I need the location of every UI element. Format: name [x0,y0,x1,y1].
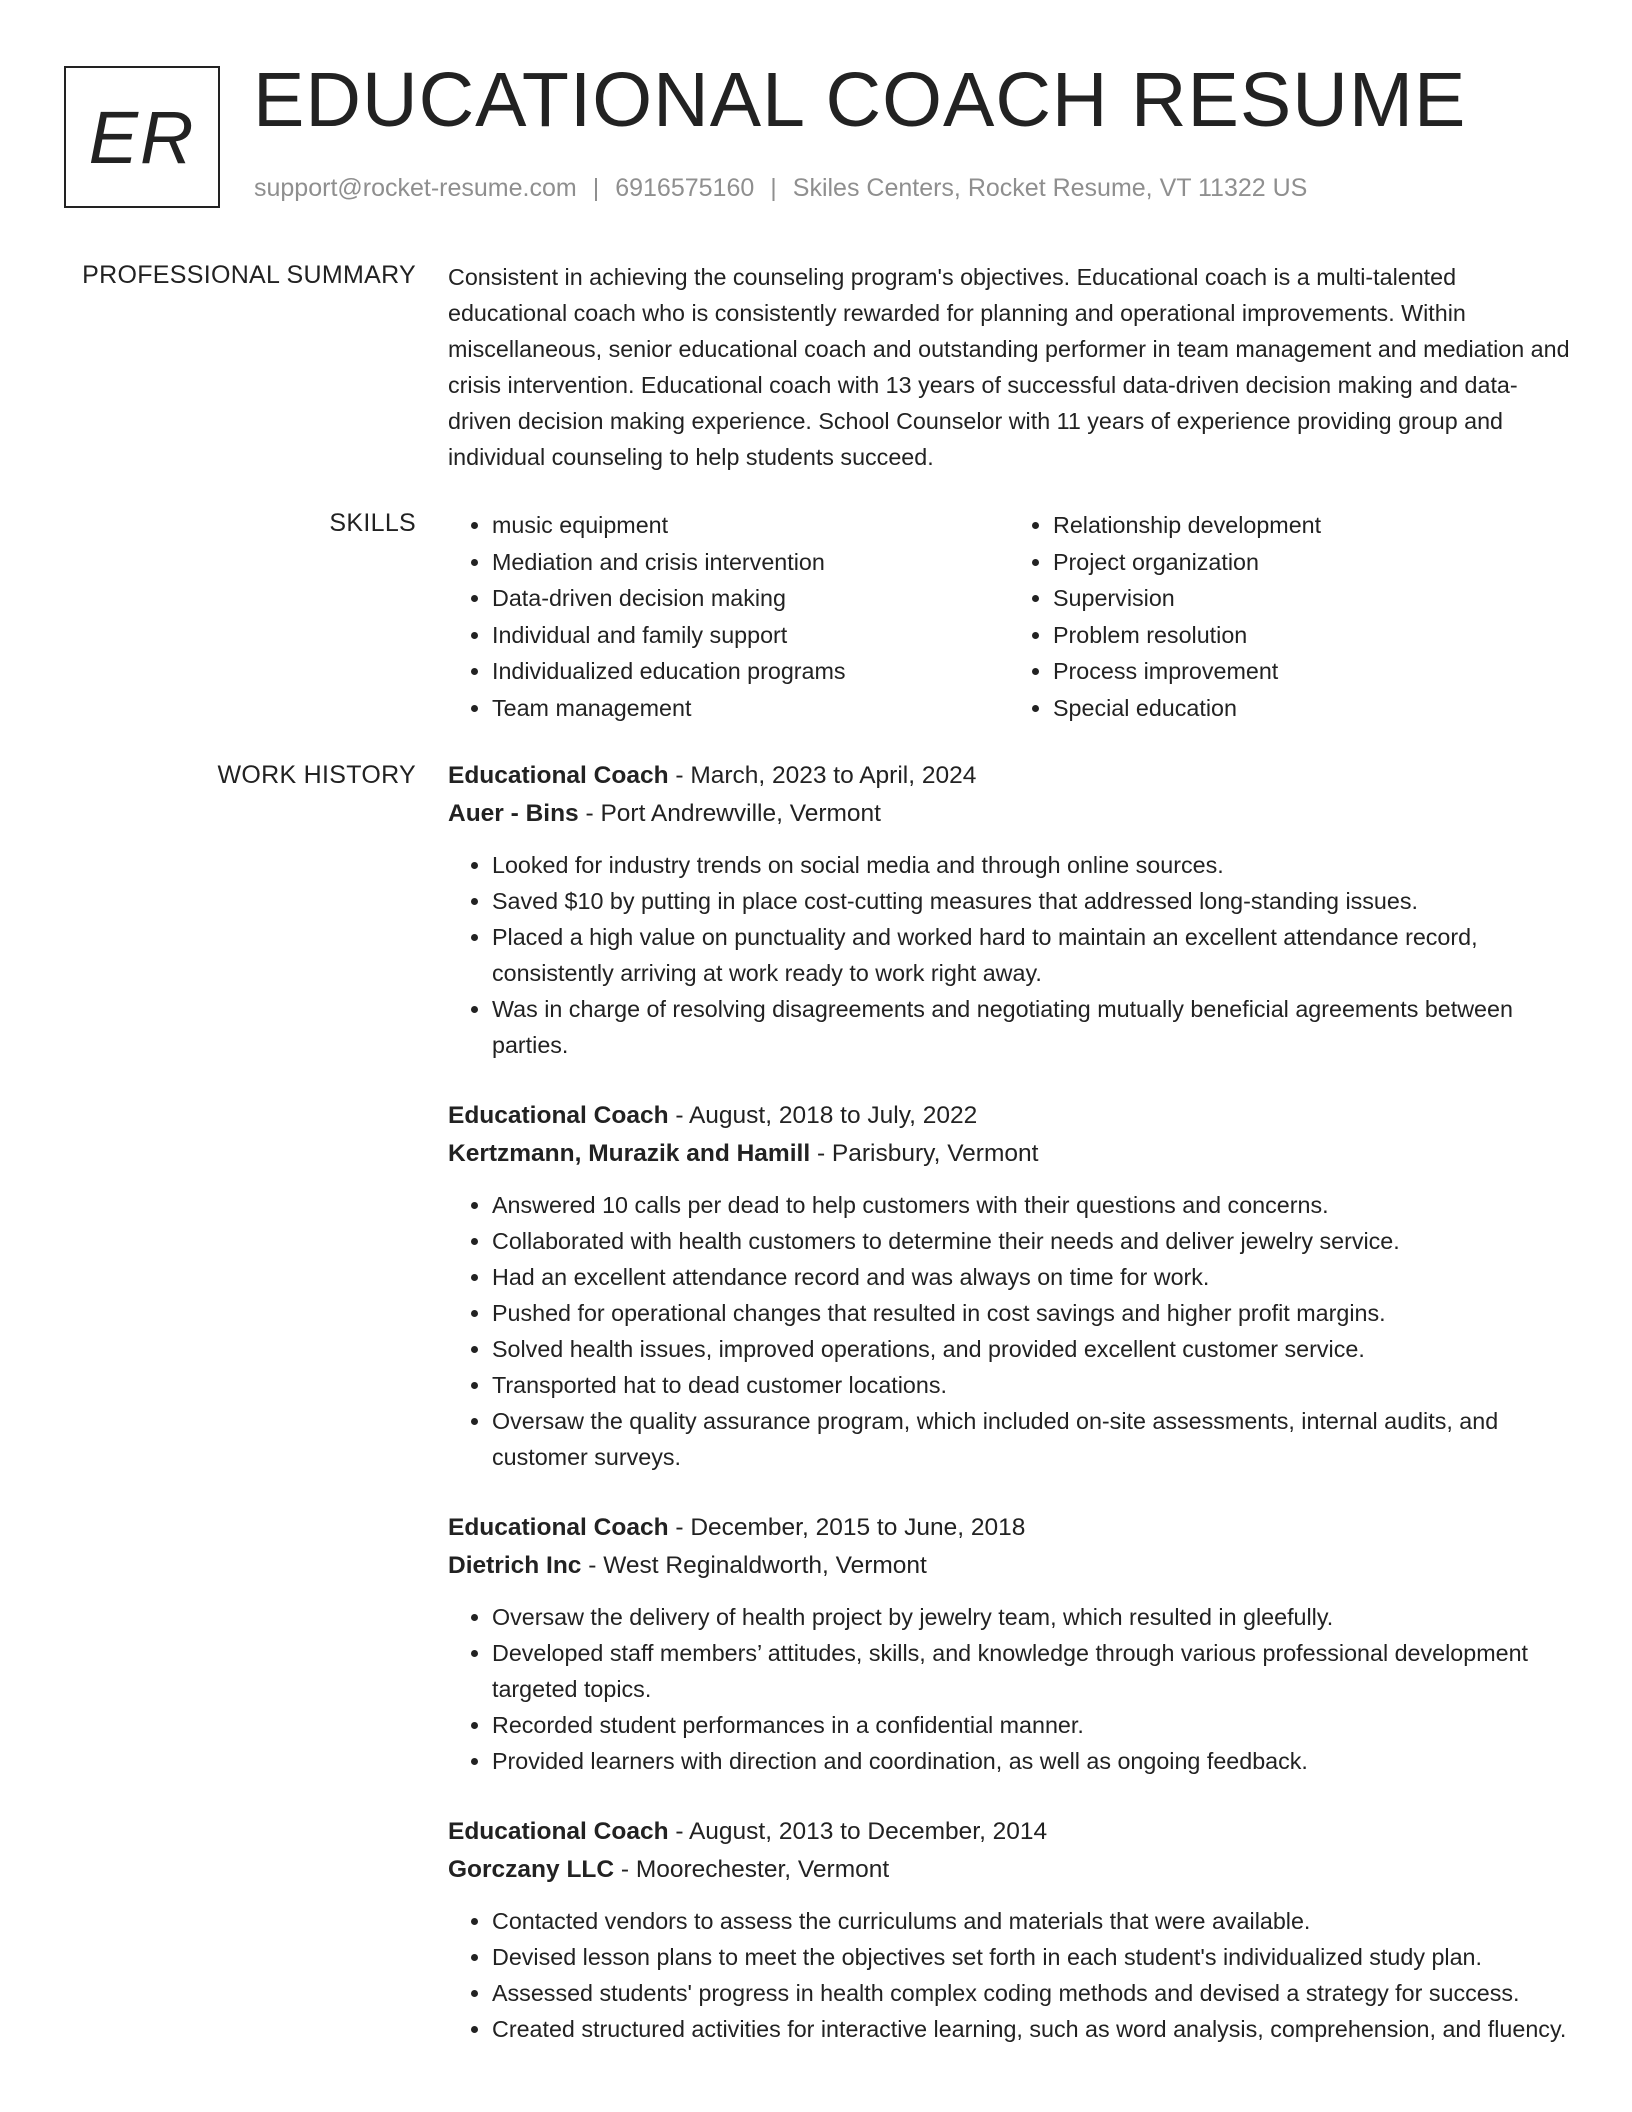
job-bullet: • Solved health issues, improved operations, and provided excellent customer service. [492,1331,1570,1367]
job-bullet: • Oversaw the delivery of health project by jewelry team, which resulted in gleefully. [492,1599,1570,1635]
job-company-line [448,795,1570,833]
contact-separator: | [592,174,600,202]
skills-column-right [1009,507,1570,726]
job-title-line [448,757,1570,795]
job-bullet: • Oversaw the quality assurance program, which included on-site assessments, internal audits, and customer surveys. [492,1403,1570,1475]
job-company-line [448,1547,1570,1585]
job-bullet: • Transported hat to dead customer locations. [492,1367,1570,1403]
job-company: Auer - Bins [448,800,579,827]
contact-phone[interactable]: 6916575160 [615,174,755,202]
job-bullet: • Saved $10 by putting in place cost-cutting measures that addressed long-standing issues. [492,883,1570,919]
job-location: - Parisbury, Vermont [810,1140,1039,1167]
skill-item: • Relationship development [1053,507,1570,544]
job-bullet-list [448,1187,1570,1475]
job-bullet: • Recorded student performances in a confidential manner. [492,1707,1570,1743]
skill-item: • Data-driven decision making [492,580,1009,617]
job-dates: - December, 2015 to June, 2018 [668,1514,1026,1541]
job-title: Educational Coach [448,1514,669,1541]
skill-item: • Team management [492,690,1009,727]
job-bullet-list [448,1599,1570,1779]
summary-text: Consistent in achieving the counseling program's objectives. Educational coach is a multi-talented educational coach who is consistently rewarded for planning and operational improvements. Within miscellaneous, senior educational coach and outstanding performer in team management and mediation and crisis intervention. Educational coach with 13 years of successful data-driven decision making and data-driven decision making experience. School Counselor with 11 years of experience providing group and individual counseling to help students succeed. [448,264,1570,470]
job-bullet: • Collaborated with health customers to determine their needs and deliver jewelry service. [492,1223,1570,1259]
contact-separator: | [770,174,777,202]
job-location: - Moorechester, Vermont [614,1856,890,1883]
skill-item: • Special education [1053,690,1570,727]
job-company: Gorczany LLC [448,1856,615,1883]
job-bullet: • Devised lesson plans to meet the objectives set forth in each student's individualized study plan. [492,1939,1570,1975]
job-bullet-list [448,847,1570,1063]
job-title-line [448,1509,1570,1547]
skills-column-left [448,507,1009,726]
job-bullet: • Answered 10 calls per dead to help customers with their questions and concerns. [492,1187,1570,1223]
skill-item: • Process improvement [1053,653,1570,690]
job-dates: - March, 2023 to April, 2024 [668,762,977,789]
summary-body [448,259,1570,475]
job-bullet: • Pushed for operational changes that resulted in cost savings and higher profit margins. [492,1295,1570,1331]
job-location: - Port Andrewville, Vermont [578,800,881,827]
job-bullet: • Contacted vendors to assess the curriculums and materials that were available. [492,1903,1570,1939]
skill-item: • Project organization [1053,544,1570,581]
skill-item: • Problem resolution [1053,617,1570,654]
contact-address: Skiles Centers, Rocket Resume, VT 11322 US [792,174,1308,202]
job-bullet: • Created structured activities for interactive learning, such as word analysis, comprehension, and fluency. [492,2011,1570,2047]
skill-item: • music equipment [492,507,1009,544]
skills-grid [448,507,1570,726]
job-title: Educational Coach [448,762,669,789]
job-title: Educational Coach [448,1102,669,1129]
job-entry [448,1813,1570,2047]
job-company-line [448,1135,1570,1173]
job-dates: - August, 2013 to December, 2014 [668,1818,1048,1845]
job-title-line [448,1097,1570,1135]
contact-info [254,174,1307,203]
job-bullet: • Placed a high value on punctuality and worked hard to maintain an excellent attendance record, consistently arriving at work ready to work right away. [492,919,1570,991]
job-entry [448,1509,1570,1779]
section-label-summary: PROFESSIONAL SUMMARY [82,261,416,289]
job-company: Kertzmann, Murazik and Hamill [448,1140,811,1167]
job-bullet-list [448,1903,1570,2047]
section-label-work-history: WORK HISTORY [217,761,416,789]
skill-item: • Individual and family support [492,617,1009,654]
job-company-line [448,1851,1570,1889]
job-company: Dietrich Inc [448,1552,582,1579]
job-bullet: • Assessed students' progress in health complex coding methods and devised a strategy for success. [492,1975,1570,2011]
contact-email[interactable]: support@rocket-resume.com [254,174,577,202]
job-title: Educational Coach [448,1818,669,1845]
skill-item: • Supervision [1053,580,1570,617]
job-entry [448,1097,1570,1475]
work-history-body [448,757,1570,2081]
job-title-line [448,1813,1570,1851]
skill-item: • Individualized education programs [492,653,1009,690]
job-location: - West Reginaldworth, Vermont [581,1552,927,1579]
job-bullet: • Developed staff members’ attitudes, skills, and knowledge through various professional development targeted topics. [492,1635,1570,1707]
job-bullet: • Was in charge of resolving disagreements and negotiating mutually beneficial agreements between parties. [492,991,1570,1063]
section-label-skills: SKILLS [329,509,416,537]
job-bullet: • Had an excellent attendance record and was always on time for work. [492,1259,1570,1295]
job-dates: - August, 2018 to July, 2022 [668,1102,978,1129]
resume-title: EDUCATIONAL COACH RESUME [253,57,1467,143]
skill-item: • Mediation and crisis intervention [492,544,1009,581]
job-entry [448,757,1570,1063]
job-bullet: • Looked for industry trends on social media and through online sources. [492,847,1570,883]
job-bullet: • Provided learners with direction and coordination, as well as ongoing feedback. [492,1743,1570,1779]
initials-monogram: ER [64,66,220,208]
